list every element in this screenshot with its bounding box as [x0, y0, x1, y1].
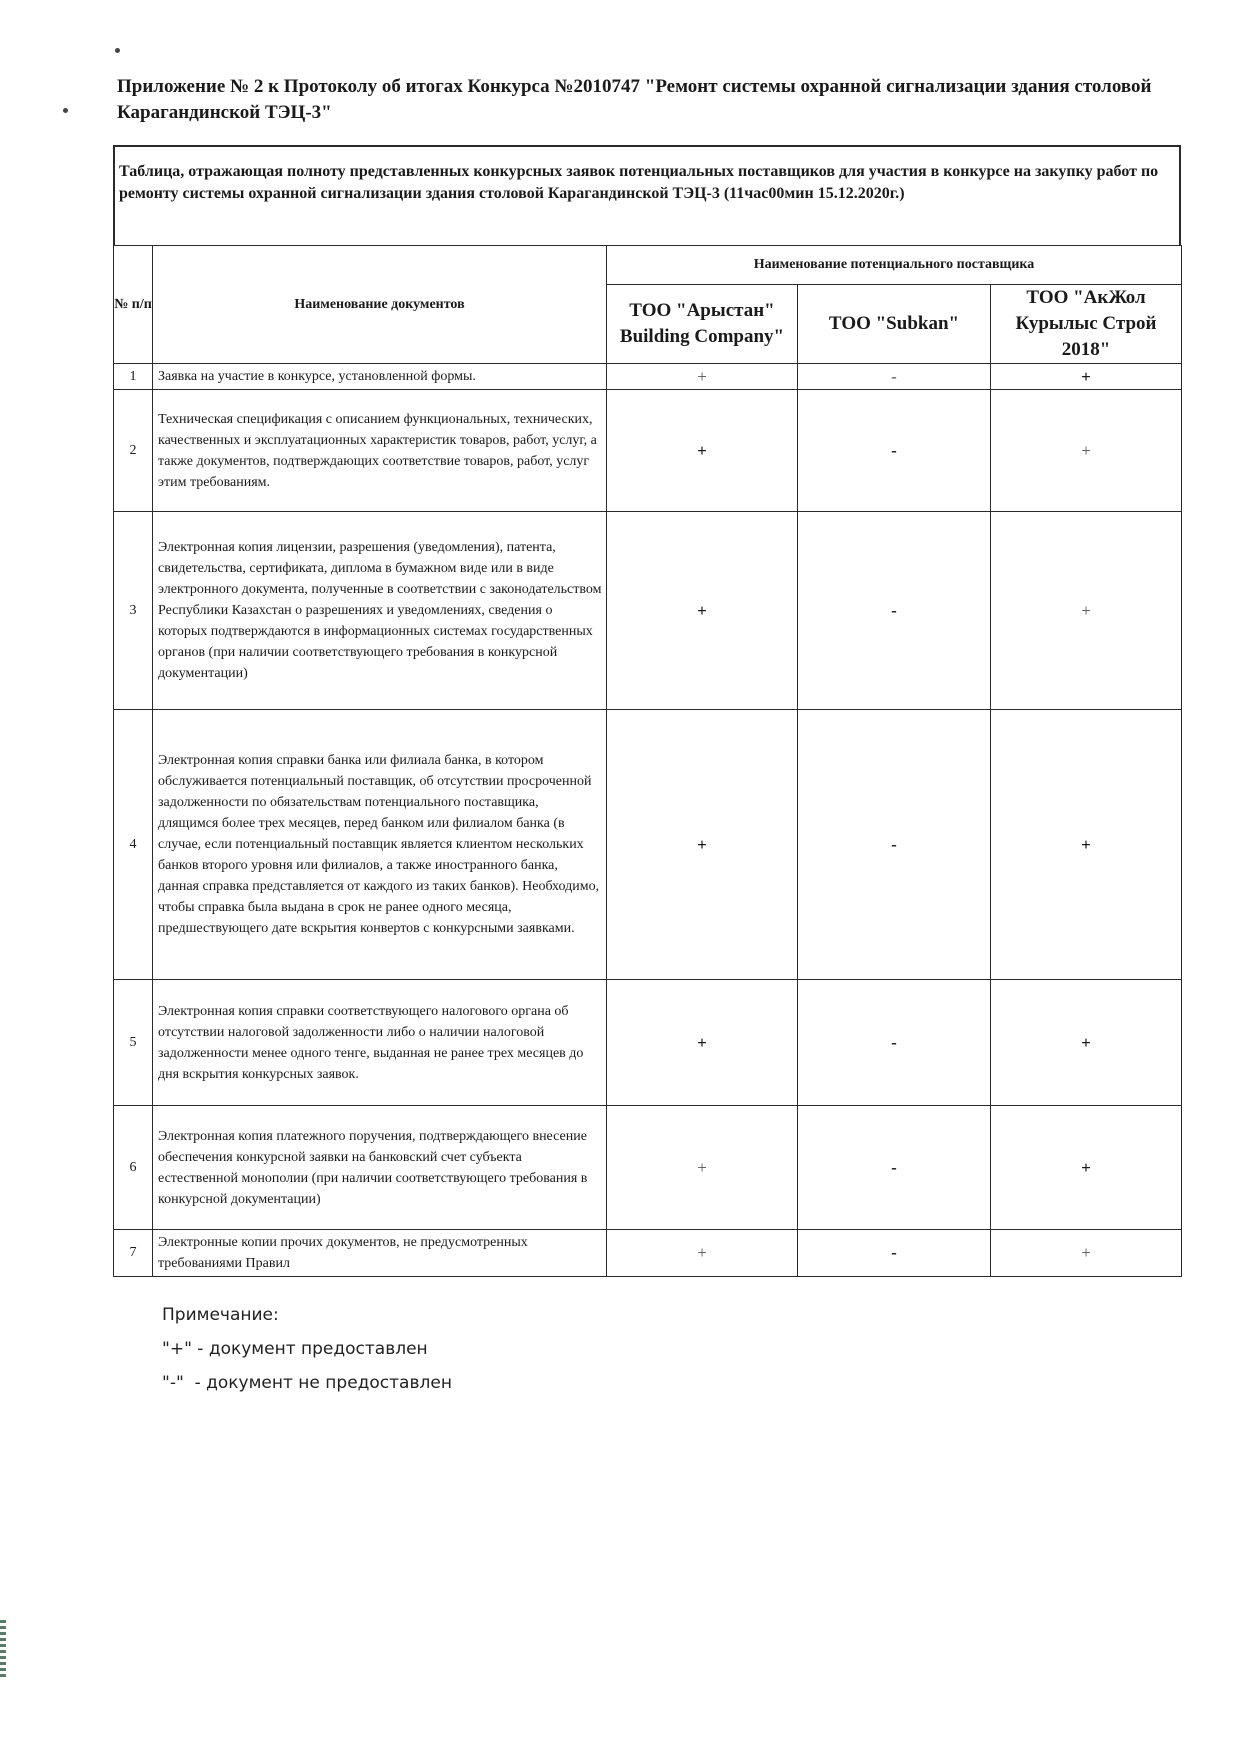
document-name: Электронные копии прочих документов, не предусмотренных требованиями Правил [153, 1230, 607, 1277]
status-mark: + [991, 512, 1182, 710]
status-mark: - [798, 364, 991, 390]
row-number: 7 [114, 1230, 153, 1277]
status-mark: - [798, 1106, 991, 1230]
row-number: 5 [114, 980, 153, 1106]
status-mark: + [607, 710, 798, 980]
row-number: 4 [114, 710, 153, 980]
document-name: Электронная копия справки соответствующего налогового органа об отсутствии налоговой задолженности либо о наличии налоговой задолженности менее одного тенге, выданная не ранее трех месяцев до дня вскрытия конкурсных заявок. [153, 980, 607, 1106]
document-name: Заявка на участие в конкурсе, установленной формы. [153, 364, 607, 390]
status-mark: - [798, 710, 991, 980]
row-number: 1 [114, 364, 153, 390]
status-mark: + [991, 980, 1182, 1106]
scan-dot [63, 108, 68, 113]
status-mark: + [607, 980, 798, 1106]
status-mark: + [607, 1230, 798, 1277]
status-mark: + [991, 390, 1182, 512]
table-row [114, 1230, 1182, 1277]
status-mark: + [607, 512, 798, 710]
row-number: 3 [114, 512, 153, 710]
note-minus: "-" - документ не предоставлен [162, 1373, 452, 1393]
status-mark: + [991, 364, 1182, 390]
notes-section [162, 1298, 452, 1400]
status-mark: - [798, 390, 991, 512]
table-row [114, 710, 1182, 980]
status-mark: + [991, 1230, 1182, 1277]
note-plus: "+" - документ предоставлен [162, 1339, 428, 1359]
header-supplier-3: ТОО "АкЖол Курылыс Строй 2018" [991, 285, 1182, 364]
status-mark: + [607, 364, 798, 390]
scan-margin-mark [0, 1620, 6, 1680]
status-mark: + [991, 1106, 1182, 1230]
table-row [114, 980, 1182, 1106]
document-name: Электронная копия справки банка или филиала банка, в котором обслуживается потенциальный поставщик, об отсутствии просроченной задолженности по обязательствам потенциального поставщика, длящимся более трех месяцев, перед банком или филиалом банка (в случае, если потенциальный поставщик является клиентом нескольких банков второго уровня или филиалов, а также иностранного банка, данная справка представляется от каждого из таких банков). Необходимо, чтобы справка была выдана в срок не ранее одного месяца, предшествующего дате вскрытия конвертов с конкурсными заявками. [153, 710, 607, 980]
status-mark: + [607, 390, 798, 512]
header-number: № п/п [114, 246, 153, 364]
scan-dot [115, 48, 120, 53]
table-row [114, 390, 1182, 512]
status-mark: - [798, 512, 991, 710]
row-number: 2 [114, 390, 153, 512]
document-name: Техническая спецификация с описанием функциональных, технических, качественных и эксплуатационных характеристик товаров, работ, услуг, а также документов, подтверждающих соответствие товаров, работ, услуг этим требованиям. [153, 390, 607, 512]
table-row [114, 512, 1182, 710]
row-number: 6 [114, 1106, 153, 1230]
page-title: Приложение № 2 к Протоколу об итогах Конкурса №2010747 "Ремонт системы охранной сигнализации здания столовой Карагандинской ТЭЦ-3" [117, 76, 1152, 123]
table-caption: Таблица, отражающая полноту представленных конкурсных заявок потенциальных поставщиков для участия в конкурсе на закупку работ по ремонту системы охранной сигнализации здания столовой Карагандинской ТЭЦ-3 (11час00мин 15.12.2020г.) [113, 145, 1181, 245]
document-name: Электронная копия лицензии, разрешения (уведомления), патента, свидетельства, сертификата, диплома в бумажном виде или в виде электронного документа, полученные в соответствии с законодательством Республики Казахстан о разрешениях и уведомлениях, сведения о которых подтверждаются в информационных системах государственных органов (при наличии соответствующего требования в конкурсной документации) [153, 512, 607, 710]
submission-table [113, 245, 1182, 1277]
notes-heading: Примечание: [162, 1305, 279, 1325]
header-supplier-group: Наименование потенциального поставщика [607, 246, 1182, 285]
header-supplier-2: ТОО "Subkan" [798, 285, 991, 364]
status-mark: + [607, 1106, 798, 1230]
status-mark: - [798, 980, 991, 1106]
header-documents: Наименование документов [153, 246, 607, 364]
document-name: Электронная копия платежного поручения, подтверждающего внесение обеспечения конкурсной заявки на банковский счет субъекта естественной монополии (при наличии соответствующего требования в конкурсной документации) [153, 1106, 607, 1230]
status-mark: + [991, 710, 1182, 980]
header-supplier-1: ТОО "Арыстан" Building Company" [607, 285, 798, 364]
table-row [114, 1106, 1182, 1230]
table-row [114, 364, 1182, 390]
status-mark: - [798, 1230, 991, 1277]
